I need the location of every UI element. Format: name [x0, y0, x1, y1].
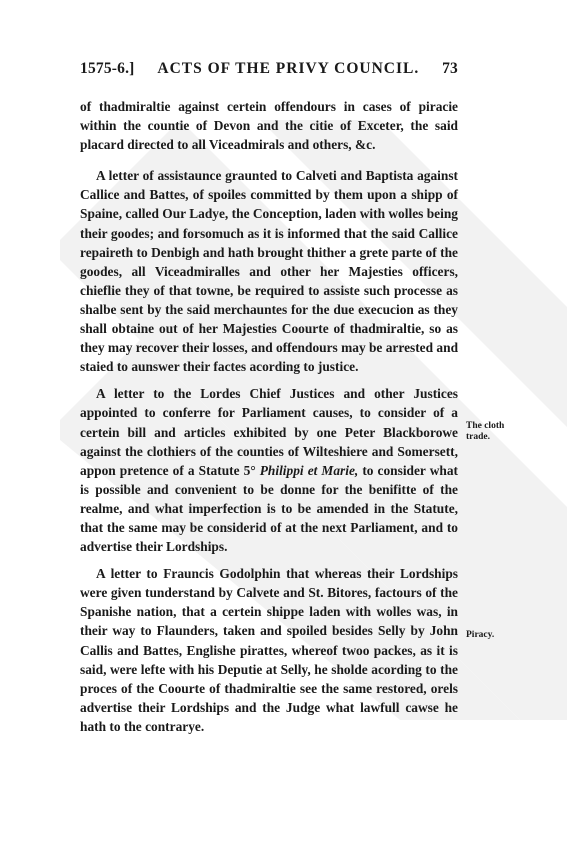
- paragraph-continuation: of thadmiraltie against certein offendours in cases of piracie within the countie of Devon and the citie of Exceter, the said placard directed to all Viceadmirals and others, &c.: [80, 99, 458, 153]
- paragraph-text-after: to consider what is possible and convenient to be donne for the benifitte of the realme, and what imperfection is to be amended in the Statute, that the same may be considerid of at the next Parliament, and to advertise their Lordships.: [80, 462, 458, 555]
- paragraph-assistance-letter: A letter of assistaunce graunted to Calveti and Baptista against Callice and Battes, of spoiles committed by them upon a shipp of Spaine, called Our Ladye, the Conception, laden with wolles being their goodes; and forsomuch as it is informed that the said Callice repaireth to Denbigh and hath brought thither a grete parte of the goodes, all Viceadmiralles and other her Majesties officers, chieflie they of that towne, be required to assiste such processe as shalbe sent by the said merchauntes for the due execucion as they shall obtaine out of her Majesties Coourte of thadmiraltie, so as they may recover their losses, and offendours may be arrested and staied to aunswer their factes acording to justice.: [80, 168, 459, 375]
- paragraph-justices-letter: [80, 384, 458, 556]
- running-head: [80, 60, 458, 82]
- paragraph-text-before: A letter to the Lordes Chief Justices and other Justices appointed to conferre for Parliament causes, to consider of a certein bill and articles exhibited by one Peter Blackborowe against the clothiers of the counties of Wilteshiere and Somersett, appon pretence of a Statute 5°: [80, 386, 458, 478]
- header-year: 1575-6.]: [80, 60, 135, 77]
- sidenote-piracy: Piracy.: [466, 630, 495, 640]
- paragraph-godolphin-letter: A letter to Frauncis Godolphin that whereas their Lordships were given tunderstand by Calvete and St. Bitores, factours of the Spanishe nation, that a certein shippe laden with wolles was, in their way to Flaunders, taken and spoiled besides Selly by John Callis and Battes, Englishe pirattes, whereof twoo packes, as it is said, were lefte with his Deputie at Selly, he sholde acording to the proces of the Coourte of thadmiraltie see the same restored, orels advertise their Lordships and the Judge what lawfull cawse he hath to the contrarye.: [80, 566, 458, 734]
- body-text: [80, 97, 458, 736]
- sidenote-cloth-trade: The cloth trade.: [466, 421, 505, 442]
- header-title: ACTS OF THE PRIVY COUNCIL.: [157, 60, 420, 77]
- paragraph-italic-statute: Philippi et Marie,: [259, 462, 359, 478]
- page-number: 73: [442, 60, 458, 77]
